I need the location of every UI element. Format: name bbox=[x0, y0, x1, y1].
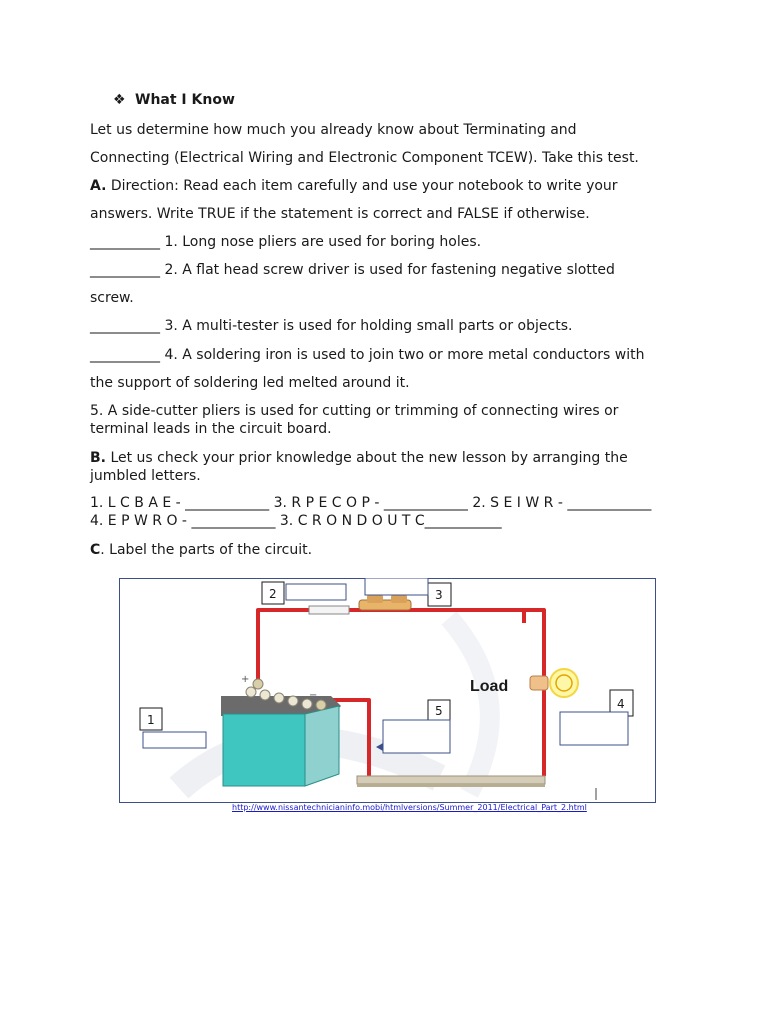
intro-line-1: Let us determine how much you already know about Terminating and bbox=[90, 122, 577, 138]
svg-text:2: 2 bbox=[269, 587, 277, 601]
section-heading bbox=[113, 91, 235, 109]
heading-title: What I Know bbox=[135, 92, 235, 108]
battery-body-side bbox=[305, 706, 339, 786]
svg-text:5: 5 bbox=[435, 704, 443, 718]
battery-plus-sign: + bbox=[241, 674, 250, 685]
callout-box-3 bbox=[428, 583, 451, 606]
direction-a-text: Direction: Read each item carefully and use your notebook to write your bbox=[110, 178, 618, 194]
diamond-bullet-icon: ❖ bbox=[113, 92, 126, 108]
section-b-instruction bbox=[90, 449, 680, 485]
section-a-label: A. bbox=[90, 178, 107, 194]
fuse bbox=[309, 606, 349, 614]
answer-box-3 bbox=[365, 578, 428, 595]
direction-a-line-1 bbox=[90, 177, 618, 195]
jumbled-row-1: 1. L C B A E - ____________ 3. R P E C O P - ____________ 2. S E I W R - ____________ bbox=[90, 495, 652, 511]
section-b-label: B. bbox=[90, 450, 106, 466]
callout-box-1 bbox=[140, 708, 162, 730]
svg-text:1: 1 bbox=[147, 713, 155, 727]
callout-box-5 bbox=[428, 700, 450, 721]
answer-box-4 bbox=[560, 712, 628, 745]
section-c-label: C bbox=[90, 542, 101, 558]
item-4: __________ 4. A soldering iron is used to join two or more metal conductors with bbox=[90, 347, 645, 363]
conductor-plate-shadow bbox=[357, 784, 545, 787]
switch-knob-right bbox=[391, 595, 407, 603]
section-c-instruction bbox=[90, 541, 312, 559]
section-c-text: . Label the parts of the circuit. bbox=[100, 542, 313, 558]
jumbled-row-2: 4. E P W R O - ____________ 3. C R O N D O U T C___________ bbox=[90, 513, 502, 529]
conductor-plate bbox=[357, 776, 545, 784]
item-2: __________ 2. A flat head screw driver is used for fastening negative slotted bbox=[90, 262, 615, 278]
intro-line-2: Connecting (Electrical Wiring and Electronic Component TCEW). Take this test. bbox=[90, 150, 639, 166]
direction-a-line-2: answers. Write TRUE if the statement is correct and FALSE if otherwise. bbox=[90, 206, 590, 222]
callout-box-2 bbox=[262, 582, 284, 604]
circuit-diagram bbox=[119, 578, 656, 803]
item-2-continued: screw. bbox=[90, 290, 134, 306]
load-label: Load bbox=[470, 678, 509, 695]
answer-box-1 bbox=[143, 732, 206, 748]
svg-text:4: 4 bbox=[617, 697, 625, 711]
svg-text:3: 3 bbox=[435, 588, 443, 602]
item-1: __________ 1. Long nose pliers are used for boring holes. bbox=[90, 234, 482, 250]
source-url-link[interactable]: http://www.nissantechnicianinfo.mobi/htmlversions/Summer_2011/Electrical_Part_2.html bbox=[232, 803, 587, 812]
item-5: 5. A side-cutter pliers is used for cutting or trimming of connecting wires or terminal leads in the circuit board. bbox=[90, 403, 619, 437]
item-3: __________ 3. A multi-tester is used for holding small parts or objects. bbox=[90, 318, 573, 334]
bulb-socket bbox=[530, 676, 548, 690]
item-4-continued: the support of soldering led melted around it. bbox=[90, 375, 410, 391]
switch-knob-left bbox=[367, 595, 383, 603]
battery-minus-sign: − bbox=[309, 690, 318, 701]
battery-body-front bbox=[223, 714, 305, 786]
bulb-glass bbox=[550, 669, 578, 697]
section-b-text: Let us check your prior knowledge about the new lesson by arranging the jumbled letters. bbox=[90, 450, 628, 484]
answer-box-5 bbox=[383, 720, 450, 753]
answer-box-2 bbox=[286, 584, 346, 600]
